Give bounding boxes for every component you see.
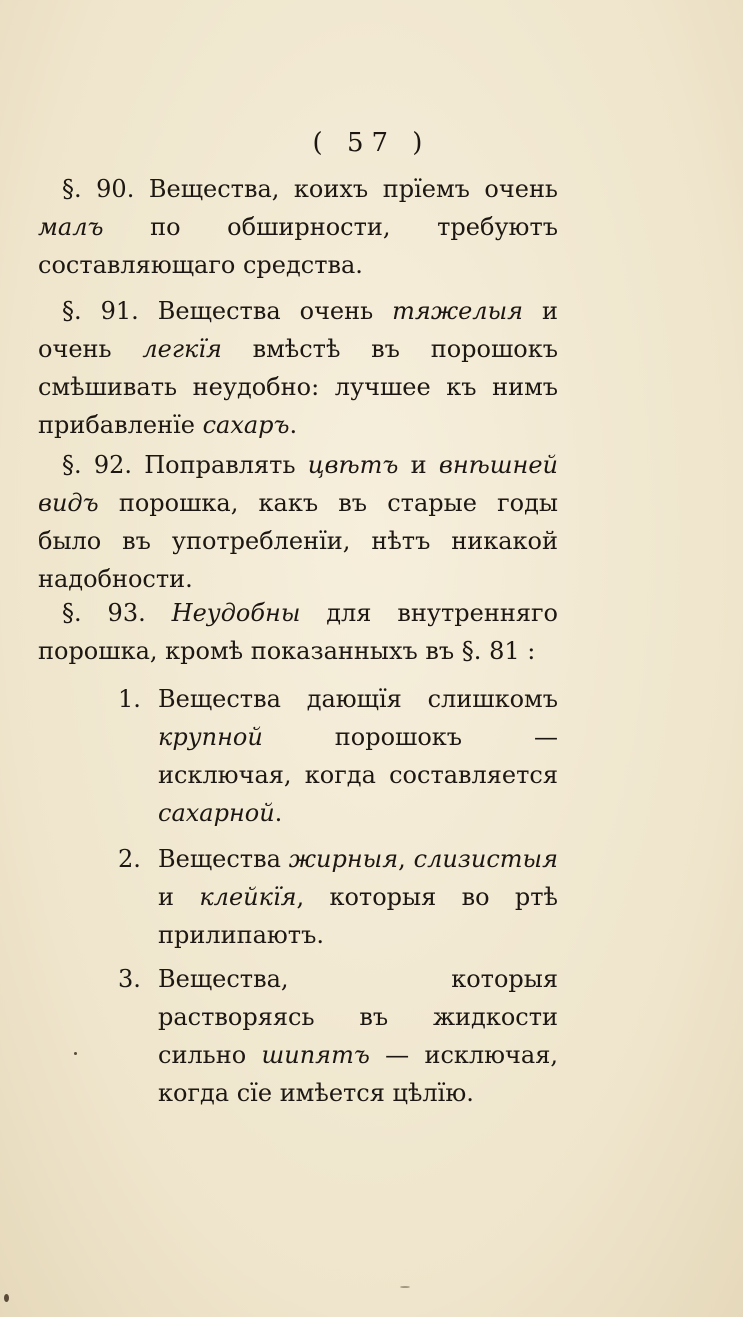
ink-speck — [4, 1294, 9, 1302]
text-run: , которыя во ртѣ прилипаютъ. — [158, 883, 559, 949]
page-number: ( 57 ) — [312, 128, 431, 158]
text-run: и очень — [38, 297, 558, 363]
italic-term: сахаръ — [202, 411, 290, 439]
paragraph-92 — [38, 446, 558, 598]
italic-term: тяжелыя — [392, 297, 524, 325]
text-run: вмѣстѣ въ порошокъ смѣшивать неудобно: лучшее къ нимъ прибавленїе — [38, 335, 558, 439]
text-run: Вещества, коихъ прїемъ очень — [134, 175, 559, 203]
text-run: по обширности, требуютъ составляющаго средства. — [38, 213, 558, 279]
italic-term: внѣшней видъ — [38, 451, 558, 517]
list-item-text — [158, 840, 558, 954]
ink-speck — [74, 1052, 77, 1055]
italic-term: клейкїя — [199, 883, 297, 911]
text-run: и — [158, 883, 200, 911]
italic-term: малъ — [38, 213, 104, 241]
italic-term: крупной — [158, 723, 263, 751]
list-item — [118, 840, 558, 954]
italic-term: шипятъ — [261, 1041, 370, 1069]
paragraph-90 — [38, 170, 558, 284]
text-run: порошокъ — исключая, когда составляется — [158, 723, 558, 789]
list-item — [118, 960, 558, 1112]
italic-term: сахарной — [158, 799, 275, 827]
ink-speck — [400, 1286, 410, 1288]
text-run — [146, 599, 172, 627]
text-run: Поправлять — [132, 451, 308, 479]
section-sign: §. 90. — [62, 175, 135, 203]
text-run: для внутренняго порошка, кромѣ показанныхъ въ §. 81 : — [38, 599, 558, 665]
paragraph-93 — [38, 594, 558, 670]
text-run: Вещества, которыя растворяясь въ жидкости сильно — [158, 965, 558, 1069]
italic-term: Неудобны — [171, 599, 301, 627]
text-run: и — [398, 451, 439, 479]
text-run: , — [398, 845, 414, 873]
list-item — [118, 680, 558, 832]
text-run: Вещества очень — [138, 297, 393, 325]
section-sign: §. 93. — [62, 599, 146, 627]
list-item-number: 3. — [118, 965, 141, 993]
italic-term: цвѣтъ — [307, 451, 399, 479]
text-run: Вещества дающїя слишкомъ — [158, 685, 558, 713]
italic-term: слизистыя — [413, 845, 558, 873]
text-run: — исключая, когда сїе имѣется цѣлїю. — [158, 1041, 559, 1107]
paragraph-91 — [38, 292, 558, 444]
list-item-text — [158, 960, 558, 1112]
text-run: . — [289, 411, 298, 439]
list-item-number: 2. — [118, 845, 141, 873]
text-run: . — [274, 799, 283, 827]
italic-term: легкїя — [142, 335, 222, 363]
section-sign: §. 91. — [62, 297, 139, 325]
section-sign: §. 92. — [62, 451, 133, 479]
text-run: порошка, какъ въ старые годы было въ употребленїи, нѣтъ никакой надобности. — [38, 489, 558, 593]
italic-term: жирныя — [288, 845, 399, 873]
list-item-text — [158, 680, 558, 832]
text-run: Вещества — [158, 845, 289, 873]
list-item-number: 1. — [118, 685, 141, 713]
